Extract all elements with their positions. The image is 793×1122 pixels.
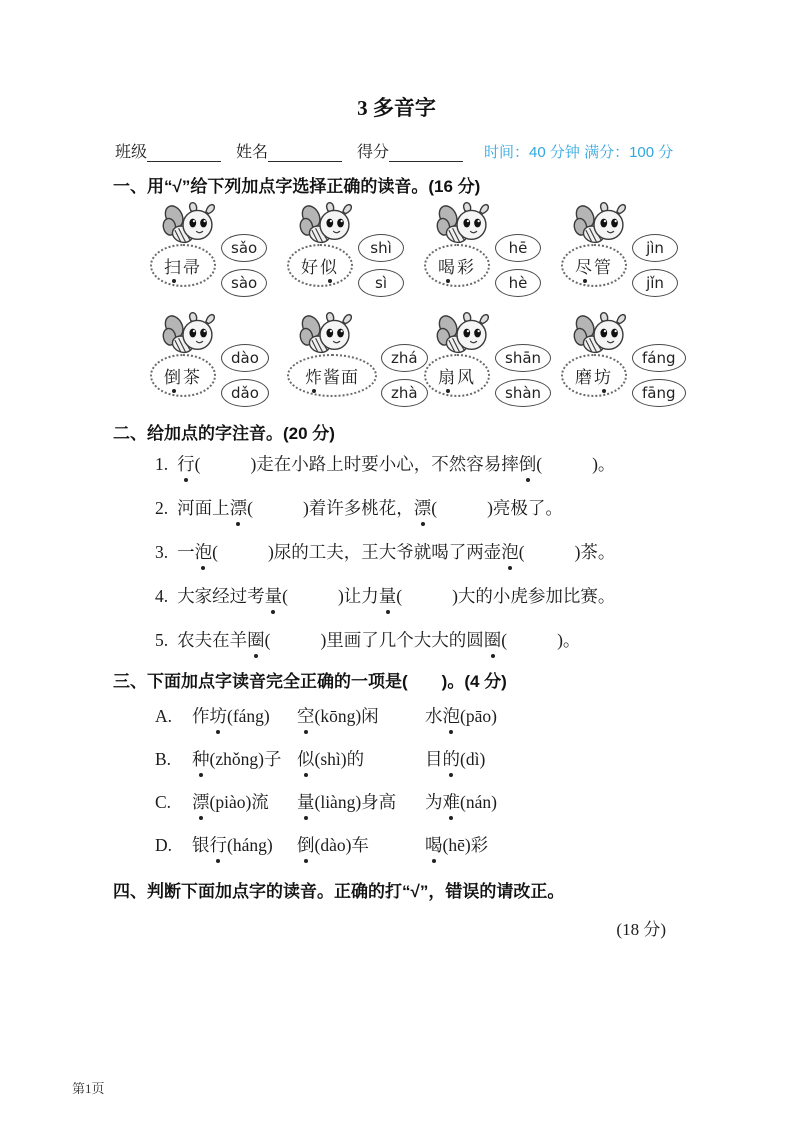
dotted-char: 喝 bbox=[438, 253, 457, 278]
text-segment: (hē)彩 bbox=[442, 835, 489, 855]
dotted-char: 的 bbox=[443, 746, 461, 772]
text-segment: (dào)车 bbox=[314, 835, 369, 855]
text-segment: (nán) bbox=[460, 792, 497, 812]
question-item bbox=[155, 627, 690, 653]
text-segment: 一 bbox=[177, 542, 195, 562]
text-segment: )走在小路上时要小心，不然容易摔 bbox=[250, 454, 519, 474]
text-segment: ( bbox=[501, 630, 508, 650]
text-segment: 河面上 bbox=[177, 498, 230, 518]
dotted-char: 圈 bbox=[247, 627, 265, 653]
bee-icon bbox=[299, 311, 355, 355]
item-number: 3. bbox=[155, 542, 169, 562]
dotted-char: 坊 bbox=[594, 363, 613, 388]
word-char: 风 bbox=[457, 368, 476, 387]
pinyin-option: fāng bbox=[632, 379, 686, 407]
dotted-char: 行 bbox=[177, 451, 195, 477]
dotted-char: 倒 bbox=[519, 451, 537, 477]
word-oval bbox=[287, 354, 377, 397]
score-blank-line bbox=[389, 144, 463, 162]
choice-option-row bbox=[155, 703, 690, 729]
option-phrase bbox=[297, 789, 425, 815]
option-letter: A. bbox=[155, 706, 173, 726]
text-segment: 银 bbox=[192, 835, 210, 855]
bee-icon bbox=[162, 311, 218, 355]
text-segment: (fáng) bbox=[227, 706, 270, 726]
question-item bbox=[155, 451, 690, 477]
word-char: 彩 bbox=[457, 258, 476, 277]
text-segment: )着许多桃花， bbox=[302, 498, 414, 518]
polyphone-word-group bbox=[424, 201, 561, 303]
choice-option-row bbox=[155, 832, 690, 858]
text-segment: ( bbox=[536, 454, 543, 474]
dotted-char: 种 bbox=[192, 746, 210, 772]
bee-exercise-grid bbox=[150, 201, 698, 421]
word-oval bbox=[424, 354, 490, 397]
page-title: 3 多音字 bbox=[357, 96, 436, 120]
text-segment: 目 bbox=[425, 749, 443, 769]
dotted-char: 倒 bbox=[164, 363, 183, 388]
dotted-char: 难 bbox=[443, 789, 461, 815]
dotted-char: 似 bbox=[320, 253, 339, 278]
polyphone-word-group bbox=[150, 311, 287, 413]
word-char: 好 bbox=[301, 258, 320, 277]
pinyin-options bbox=[358, 234, 404, 297]
dotted-char: 漂 bbox=[192, 789, 210, 815]
bee-icon bbox=[436, 311, 492, 355]
pinyin-options bbox=[221, 234, 267, 297]
section2-heading: 二、给加点的字注音。(20 分) bbox=[113, 424, 335, 443]
option-phrase bbox=[425, 746, 485, 772]
text-segment: )大的小虎参加比赛。 bbox=[452, 586, 616, 606]
text-segment: )让力 bbox=[337, 586, 379, 606]
word-char: 茶 bbox=[183, 368, 202, 387]
option-letter: C. bbox=[155, 792, 172, 812]
question-item bbox=[155, 495, 690, 521]
polyphone-word-group bbox=[287, 201, 424, 303]
word-char: 帚 bbox=[183, 258, 202, 277]
text-segment: )茶。 bbox=[574, 542, 616, 562]
text-segment: 作 bbox=[192, 706, 210, 726]
score-label: 得分 bbox=[357, 144, 390, 161]
page-number: 第1页 bbox=[72, 1081, 105, 1096]
text-segment: ( bbox=[396, 586, 403, 606]
choice-option-row bbox=[155, 789, 690, 815]
option-phrase bbox=[192, 746, 297, 772]
pinyin-option: shān bbox=[495, 344, 551, 372]
option-phrase bbox=[192, 703, 297, 729]
text-segment: )里画了几个大大的圆 bbox=[320, 630, 484, 650]
word-oval bbox=[424, 244, 490, 287]
option-phrase bbox=[192, 832, 297, 858]
bee-icon bbox=[162, 201, 218, 245]
pinyin-option: zhá bbox=[381, 344, 428, 372]
item-number: 1. bbox=[155, 454, 169, 474]
polyphone-word-group bbox=[424, 311, 561, 413]
pinyin-option: jìn bbox=[632, 234, 678, 262]
polyphone-word-group bbox=[561, 311, 698, 413]
item-number: 2. bbox=[155, 498, 169, 518]
polyphone-word-group bbox=[561, 201, 698, 303]
text-segment: (piào)流 bbox=[209, 792, 269, 812]
pinyin-option: jǐn bbox=[632, 269, 678, 297]
dotted-char: 喝 bbox=[425, 832, 443, 858]
text-segment: (háng) bbox=[227, 835, 273, 855]
dotted-char: 圈 bbox=[484, 627, 502, 653]
item-number: 5. bbox=[155, 630, 169, 650]
section4-points: (18 分) bbox=[616, 920, 666, 939]
class-label: 班级 bbox=[115, 144, 148, 161]
option-phrase bbox=[297, 703, 425, 729]
text-segment: ( bbox=[212, 542, 218, 562]
option-phrase bbox=[297, 832, 425, 858]
pinyin-option: shì bbox=[358, 234, 404, 262]
word-char: 酱 bbox=[323, 368, 341, 387]
text-segment: 为 bbox=[425, 792, 443, 812]
pinyin-options bbox=[632, 234, 678, 297]
dotted-char: 倒 bbox=[297, 832, 315, 858]
section3-heading: 三、下面加点字读音完全正确的一项是( )。(4 分) bbox=[113, 672, 507, 691]
section1-heading: 一、用“√”给下列加点字选择正确的读音。(16 分) bbox=[113, 177, 481, 196]
text-segment: ( bbox=[282, 586, 288, 606]
text-segment: ( bbox=[247, 498, 253, 518]
pinyin-option: hē bbox=[495, 234, 541, 262]
dotted-char: 量 bbox=[265, 583, 283, 609]
text-segment: (shì)的 bbox=[314, 749, 365, 769]
pinyin-option: hè bbox=[495, 269, 541, 297]
class-blank-line bbox=[147, 144, 221, 162]
text-segment: 农夫在羊 bbox=[177, 630, 248, 650]
bee-row-2 bbox=[150, 311, 698, 413]
pinyin-options bbox=[495, 234, 541, 297]
text-segment: (dì) bbox=[460, 749, 486, 769]
text-segment: ( bbox=[518, 542, 525, 562]
bee-row-1 bbox=[150, 201, 698, 303]
word-char: 面 bbox=[341, 368, 359, 387]
pinyin-option: sì bbox=[358, 269, 404, 297]
dotted-char: 坊 bbox=[210, 703, 228, 729]
dotted-char: 漂 bbox=[230, 495, 248, 521]
dotted-char: 似 bbox=[297, 746, 315, 772]
option-phrase bbox=[192, 789, 297, 815]
pinyin-option: sǎo bbox=[221, 234, 267, 262]
text-segment: )尿的工夫，王大爷就喝了两壶 bbox=[267, 542, 502, 562]
option-letter: D. bbox=[155, 835, 173, 855]
polyphone-word-group bbox=[150, 201, 287, 303]
question-item bbox=[155, 539, 690, 565]
text-segment: )。 bbox=[592, 454, 616, 474]
section3-options bbox=[155, 703, 690, 875]
dotted-char: 尽 bbox=[575, 253, 594, 278]
option-phrase bbox=[425, 832, 488, 858]
word-oval bbox=[150, 244, 216, 287]
pinyin-option: fáng bbox=[632, 344, 686, 372]
dotted-char: 行 bbox=[210, 832, 228, 858]
text-segment: ( bbox=[194, 454, 201, 474]
name-label: 姓名 bbox=[236, 144, 269, 161]
pinyin-option: dào bbox=[221, 344, 269, 372]
word-oval bbox=[150, 354, 216, 397]
dotted-char: 漂 bbox=[414, 495, 432, 521]
text-segment: 水 bbox=[425, 706, 443, 726]
text-segment: (liàng)身高 bbox=[314, 792, 397, 812]
dotted-char: 量 bbox=[297, 789, 315, 815]
word-oval bbox=[287, 244, 353, 287]
bee-icon bbox=[573, 311, 629, 355]
text-segment: (zhǒng)子 bbox=[209, 749, 282, 769]
item-number: 4. bbox=[155, 586, 169, 606]
name-blank-line bbox=[268, 144, 342, 162]
pinyin-options bbox=[632, 344, 686, 407]
text-segment: ( bbox=[264, 630, 271, 650]
text-segment: 大家经过考 bbox=[177, 586, 265, 606]
word-char: 磨 bbox=[575, 368, 594, 387]
bee-icon bbox=[299, 201, 355, 245]
dotted-char: 扇 bbox=[438, 363, 457, 388]
text-segment: )。 bbox=[557, 630, 581, 650]
option-phrase bbox=[425, 789, 497, 815]
pinyin-options bbox=[495, 344, 551, 407]
pinyin-option: shàn bbox=[495, 379, 551, 407]
question-item bbox=[155, 583, 690, 609]
section2-items bbox=[155, 451, 690, 671]
dotted-char: 泡 bbox=[443, 703, 461, 729]
bee-icon bbox=[436, 201, 492, 245]
pinyin-options bbox=[221, 344, 269, 407]
word-oval bbox=[561, 244, 627, 287]
word-oval bbox=[561, 354, 627, 397]
pinyin-option: sào bbox=[221, 269, 267, 297]
dotted-char: 空 bbox=[297, 703, 315, 729]
word-char: 管 bbox=[594, 258, 613, 277]
pinyin-option: dǎo bbox=[221, 379, 269, 407]
option-phrase bbox=[425, 703, 497, 729]
option-phrase bbox=[297, 746, 425, 772]
option-letter: B. bbox=[155, 749, 172, 769]
text-segment: ( bbox=[431, 498, 438, 518]
choice-option-row bbox=[155, 746, 690, 772]
polyphone-word-group bbox=[287, 311, 424, 413]
header-info-line bbox=[115, 139, 685, 162]
dotted-char: 泡 bbox=[501, 539, 519, 565]
dotted-char: 量 bbox=[379, 583, 397, 609]
text-segment: )亮极了。 bbox=[487, 498, 563, 518]
text-segment: (kōng)闲 bbox=[314, 706, 379, 726]
bee-icon bbox=[573, 201, 629, 245]
pinyin-option: zhà bbox=[381, 379, 428, 407]
dotted-char: 炸 bbox=[305, 363, 323, 388]
dotted-char: 泡 bbox=[195, 539, 213, 565]
pinyin-options bbox=[381, 344, 428, 407]
time-fullmarks-info: 时间：40 分钟 满分：100 分 bbox=[484, 144, 674, 161]
dotted-char: 扫 bbox=[164, 253, 183, 278]
section4-heading: 四、判断下面加点字的读音。正确的打“√”，错误的请改正。 bbox=[113, 882, 565, 901]
text-segment: (pāo) bbox=[460, 706, 497, 726]
